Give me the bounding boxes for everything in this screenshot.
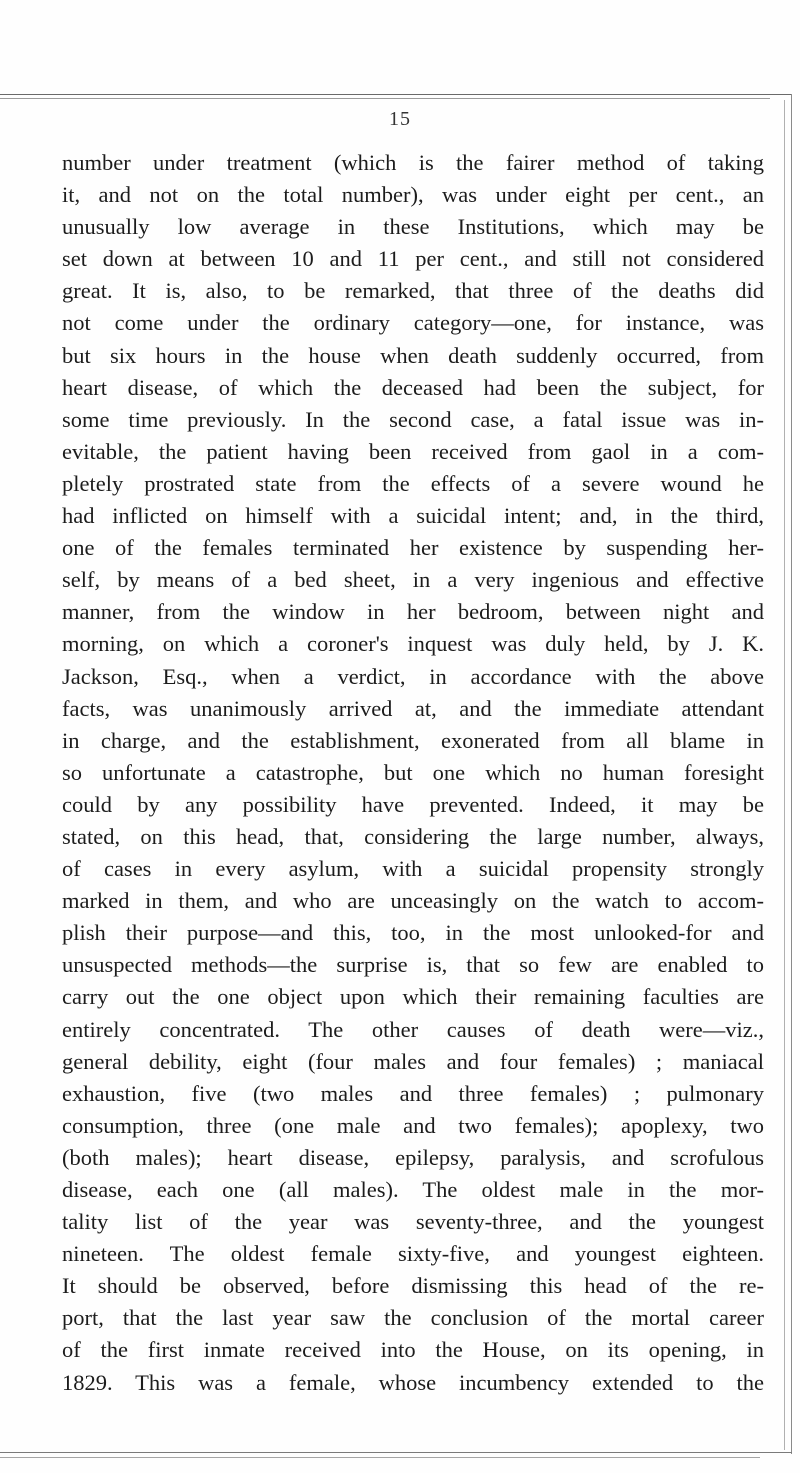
body-text [62, 147, 764, 1399]
text-line: one of the females terminated her existence by suspending her- [62, 535, 764, 561]
text-line: not come under the ordinary category—one, for instance, was [62, 310, 764, 336]
text-line: exhaustion, five (two males and three females) ; pulmonary [62, 1080, 764, 1106]
text-line: in charge, and the establishment, exonerated from all blame in [62, 727, 764, 753]
text-line: so unfortunate a catastrophe, but one which no human foresight [62, 759, 764, 785]
text-line: had inflicted on himself with a suicidal intent; and, in the third, [62, 503, 764, 529]
text-line: unsuspected methods—the surprise is, that so few are enabled to [62, 952, 764, 978]
text-line: of the first inmate received into the House, on its opening, in [62, 1337, 764, 1363]
text-line: but six hours in the house when death suddenly occurred, from [62, 342, 764, 368]
text-line: manner, from the window in her bedroom, between night and [62, 599, 764, 625]
text-line: morning, on which a coroner's inquest was duly held, by J. K. [62, 631, 764, 657]
text-line: port, that the last year saw the conclusion of the mortal career [62, 1305, 764, 1331]
bottom-border-line [0, 1452, 792, 1453]
text-line: could by any possibility have prevented. Indeed, it may be [62, 791, 764, 817]
right-border-line [791, 94, 792, 1454]
text-line: It should be observed, before dismissing this head of the re- [62, 1273, 764, 1299]
text-line: some time previously. In the second case, a fatal issue was in- [62, 406, 764, 432]
text-line: self, by means of a bed sheet, in a very ingenious and effective [62, 567, 764, 593]
text-line: heart disease, of which the deceased had been the subject, for [62, 374, 764, 400]
text-line: marked in them, and who are unceasingly on the watch to accom- [62, 888, 764, 914]
top-border-line [0, 94, 792, 95]
text-line: (both males); heart disease, epilepsy, paralysis, and scrofulous [62, 1144, 764, 1170]
text-line: evitable, the patient having been received from gaol in a com- [62, 438, 764, 464]
text-line: plish their purpose—and this, too, in the most unlooked-for and [62, 920, 764, 946]
text-line: unusually low average in these Institutions, which may be [62, 214, 764, 240]
text-line: 1829. This was a female, whose incumbency extended to the [62, 1369, 764, 1395]
text-line: tality list of the year was seventy-three, and the youngest [62, 1209, 764, 1235]
text-line: Jackson, Esq., when a verdict, in accordance with the above [62, 663, 764, 689]
text-line: it, and not on the total number), was under eight per cent., an [62, 182, 764, 208]
text-line: facts, was unanimously arrived at, and the immediate attendant [62, 695, 764, 721]
text-line: stated, on this head, that, considering the large number, always, [62, 823, 764, 849]
top-border-line-inner [0, 98, 770, 99]
text-line: great. It is, also, to be remarked, that three of the deaths did [62, 278, 764, 304]
text-line: nineteen. The oldest female sixty-five, and youngest eighteen. [62, 1241, 764, 1267]
bottom-border-line-inner [0, 1457, 760, 1458]
text-line: disease, each one (all males). The oldest male in the mor- [62, 1177, 764, 1202]
text-line: entirely concentrated. The other causes of death were—viz., [62, 1016, 764, 1042]
text-line: consumption, three (one male and two females); apoplexy, two [62, 1112, 764, 1138]
page-number: 15 [389, 108, 411, 130]
text-line: pletely prostrated state from the effects of a severe wound he [62, 470, 764, 496]
text-line: number under treatment (which is the fairer method of taking [62, 150, 764, 175]
text-line: of cases in every asylum, with a suicidal propensity strongly [62, 856, 764, 882]
right-border-line-inner [784, 100, 785, 1450]
text-line: set down at between 10 and 11 per cent., and still not considered [62, 246, 764, 272]
text-line: carry out the one object upon which their remaining faculties are [62, 984, 764, 1010]
text-line: general debility, eight (four males and four females) ; maniacal [62, 1048, 764, 1074]
